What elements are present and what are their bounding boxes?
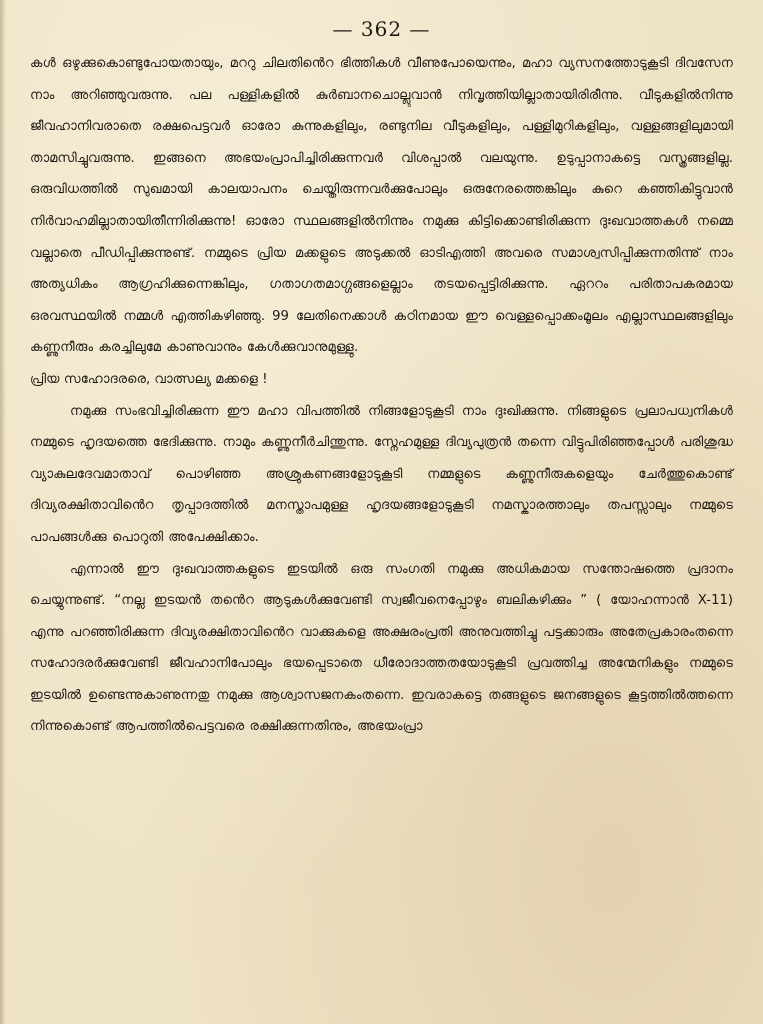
paragraph-good-shepherd: എന്നാൽ ഈ ദുഃഖവാത്തകളുടെ ഇടയിൽ ഒരു സംഗതി നമുക്കു അധികമായ സന്തോഷത്തെ പ്രദാനം ചെയ്യുന്നുണ്ട്. “നല്ല ഇടയൻ തൻെറ ആടുകൾക്കുവേണ്ടി സ്വജീവനെപ്പോഴും ബലികഴിക്കും ” ( യോഹന്നാൻ X-11) എന്നു പറഞ്ഞിരിക്കുന്ന ദിവ്യരക്ഷിതാവിൻെറ വാക്കുകളെ അക്ഷരംപ്രതി അനുവത്തിച്ചു പട്ടക്കാരും അതേപ്രകാരംതന്നെ സഹോദരർക്കുവേണ്ടി ജീവഹാനിപോലും ഭയപ്പെടാതെ ധീരോദാത്തതയോടുകൂടി പ്രവത്തിച്ച അന്മേനികളും നമ്മുടെ ഇടയിൽ ഉണ്ടെന്നുകാണുന്നതു നമുക്കു ആശ്വാസജനകംതന്നെ. ഇവരാകട്ടെ തങ്ങളുടെ ജനങ്ങളുടെ കൂട്ടത്തിൽത്തന്നെ നിന്നുകൊണ്ട് ആപത്തിൽപെട്ടവരെ രക്ഷിക്കുന്നതിനും, അഭയംപ്രാ [30, 561, 733, 735]
page-number: — 362 — [332, 17, 431, 41]
paragraph-sympathy: നമുക്കു സംഭവിച്ചിരിക്കുന്ന ഈ മഹാ വിപത്തിൽ നിങ്ങളോടുകൂടി നാം ദുഃഖിക്കുന്നു. നിങ്ങളുടെ പ്രലാപധ്വനികൾ നമ്മുടെ ഹൃദയത്തെ ഭേദിക്കുന്നു. നാമും കണ്ണുനീർചിന്തുന്നു. സ്നേഹമുള്ള ദിവ്യപുത്രൻ തന്നെ വിട്ടുപിരിഞ്ഞപ്പോൾ പരിശുദ്ധ വ്യാകുലദേവമാതാവ് പൊഴിഞ്ഞ അശ്രുകണങ്ങളോടുകൂടി നമ്മളുടെ കണ്ണുനീരുകളെയും ചേർത്തുകൊണ്ട് ദിവ്യരക്ഷിതാവിൻെറ തൃപ്പാദത്തിൽ മനസ്താപമുള്ള ഹൃദയങ്ങളോടുകൂടി നമസ്കാരത്താലും തപസ്സാലും നമ്മുടെ പാപങ്ങൾക്കു പൊറുതി അപേക്ഷിക്കാം. [30, 403, 733, 545]
paragraph-flood-report: കൾ ഒഴുക്കുകൊണ്ടുപോയതായും, മററു ചിലതിൻെറ ഭിത്തികൾ വീണുപോയെന്നും, മഹാ വ്യസനത്തോടുകൂടി ദിവസേന നാം അറിഞ്ഞുവരുന്നു. പല പള്ളികളിൽ കുർബാനചൊല്ലുവാൻ നിവൃത്തിയില്ലാതായിരിരീന്നു. വീടുകളിൽനിന്നു ജീവഹാനിവരാതെ രക്ഷപെട്ടവർ ഓരോ കുന്നുകളിലും, രണ്ടുനില വീടുകളിലും, പള്ളിമുറികളിലും, വള്ളങ്ങളിലുമായി താമസിച്ചുവരുന്നു. ഇങ്ങനെ അഭയംപ്രാപിച്ചിരിക്കുന്നവർ വിശപ്പാൽ വലയുന്നു. ഉടുപ്പാനാകട്ടെ വസ്ത്രങ്ങളില്ല. ഒരുവിധത്തിൽ സുഖമായി കാലയാപനം ചെയ്തിരുന്നവർക്കുപോലും ഒരുനേരത്തെങ്കിലും കുറെ കഞ്ഞികിട്ടുവാൻ നിർവാഹമില്ലാതായിതീന്നിരിക്കുന്നു! ഓരോ സ്ഥലങ്ങളിൽനിന്നും നമുക്കു കിട്ടിക്കൊണ്ടിരിക്കുന്ന ദുഃഖവാത്തകൾ നമ്മെ വല്ലാതെ പീഡിപ്പിക്കുന്നുണ്ട്. നമ്മുടെ പ്രിയ മക്കളുടെ അടുക്കൽ ഓടിഎത്തി അവരെ സമാശ്വസിപ്പിക്കുന്നതിന്നു് നാം അത്യധികം ആഗ്രഹിക്കുന്നെങ്കിലും, ഗതാഗതമാഗ്ഗങ്ങളെല്ലാം തടയപ്പെട്ടിരിക്കുന്നു. ഏററം പരിതാപകരമായ ഒരവസ്ഥയിൽ നമ്മൾ എത്തികഴിഞ്ഞു. 99 ലേതിനെക്കാൾ കഠിനമായ ഈ വെള്ളപ്പൊക്കംമൂലം എല്ലാസ്ഥലങ്ങളിലും കണ്ണുനീരും കരച്ചിലുമേ കാണുവാനും കേൾക്കുവാനുമുള്ളു. [30, 56, 733, 356]
salutation: പ്രിയ സഹോദരരെ, വാത്സല്യ മക്കളെ ! [30, 371, 268, 387]
